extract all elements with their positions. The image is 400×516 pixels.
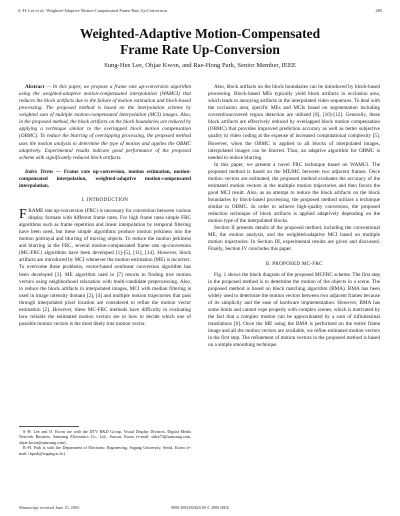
running-head <box>18 7 382 15</box>
index-terms-label: Index Terms <box>25 168 54 175</box>
left-column <box>19 84 191 328</box>
abstract-text: — In this paper, we propose a frame rate up-conversion algorithm using the weighted-adaptive motion-compensated interpolation (WAMCI) that reduces the block artifacts due to the failure of motion estimation and block-based processing. The proposed method is based on the interpolation scheme by weighted sum of multiple motion-compensated interpolation (MCI) images. Also, in the proposed method, the block artifacts on the block boundaries are reduced by applying a technique similar to the overlapped block motion compensation (OBMC). To reduce the blurring of overlapping processing, the proposed method uses the motion analysis to determine the type of motion and applies the OBMC adaptively. Experimental results indicate good performance of the proposed scheme with significantly reduced block artifacts. <box>19 84 192 161</box>
footnote-1: S.-H. Lee and O. Kwon are with the DTV R&D Group, Visual Display Division, Digital Media Network Business, Samsung Electronics Co., Ltd., Suwon, Korea (e-mail: shlee74@samsung.com, ohjae.kwon@samsung.com). <box>19 429 191 445</box>
footnote-rule <box>19 426 79 427</box>
page-number: 485 <box>375 8 382 13</box>
abstract <box>19 84 191 162</box>
footnotes <box>19 429 191 456</box>
body-paragraph-4: Fig. 1 shows the block diagram of the proposed MCFRC scheme. The first step in the proposed method is to determine the motion of the objects in a scene. The proposed method is based on block matching algorithm (BMA). BMA has been widely used to determine the motion vectors between two adjacent frames because of its simplicity and the ease of hardware implementation. However, BMA has some limits and cannot cope properly with complex scenes, which is motivated by the fact that a complex motion can be approximated by a sum of infinitesimal translations [6]. Once the ME using the BMA is performed on the entire frame image and all the motion vectors are available, we refine estimated motion vectors in the first step. The refinement of motion vectors in the proposed method is based on a simple smoothing technique <box>208 271 380 349</box>
body-paragraph-2: In this paper, we present a novel FRC technique based on WAMCI. The proposed method is based on the ME/MC between two adjacent frames. Once motion vectors are estimated, the proposed method evaluates the accuracy of the estimated motion vectors in the multiple motion trajectories and then favors the good MCI result. Also, as an attempt to reduce the block artifacts on the block boundaries by block-based processing, the proposed method utilizes a technique similar to OBMC. In order to achieve high-quality conversion, the proposed reduction technique of block artifacts is applied adaptively depending on the motion type of the interpolated blocks. <box>208 161 380 225</box>
abstract-label: Abstract <box>25 84 45 90</box>
index-terms <box>19 169 191 190</box>
section-heading-proposed: II. PROPOSED MC-FRC <box>265 260 323 267</box>
footnote-2: R.-H. Park is with the Department of Electronic Engineering, Sogang University, Seoul, Korea (e-mail: rhpark@sogang.ac.kr). <box>19 445 191 456</box>
right-column <box>208 84 380 349</box>
intro-paragraph <box>19 208 191 328</box>
paper-title <box>20 26 380 57</box>
manuscript-received: Manuscript received June 15, 2005 <box>19 505 80 510</box>
issn-line: 0098 3063/06/$20.00 © 2006 IEEE <box>170 505 230 510</box>
title-line-2: Frame Rate Up-Conversion <box>120 41 280 57</box>
running-head-title: S.-H. Lee et al.: Weighted-Adaptive Motion-Compensated Frame Rate Up-Conversion <box>18 8 167 13</box>
section-heading-introduction: I. INTRODUCTION <box>81 196 129 203</box>
intro-paragraph-text: RAME rate up-conversion (FRC) is necessary for conversion between various display formats with different frame rates. For high frame rates simple FRC algorithms such as frame repetition and linear interpolation by temporal filtering have been used, but these simple algorithms produce motion jerkiness into the motion portrayal and blurring of moving objects. To reduce the motion jerkiness and blurring in the FRC, several motion-compensated frame rate up-conversion (MC-FRC) algorithms have been developed [1]-[5], [11], [14]. However, block artifacts are introduced by MCI whenever the motion estimation (ME) is incorrect. To overcome these problems, vector-based nonlinear conversion algorithm has been developed [3]. ME algorithm used in [7] resorts to finding true motion vectors using neighborhood relaxation with multi-candidate preprocessing. Also, to reduce the block artifacts in interpolated images, MCI with median filtering is used in image intensity domain [2], [4] and multiple motion trajectories that pass through interpolated pixel location are considered to refine the motion vector estimation [2]. However, these MC-FRC methods have difficulty in evaluating how reliable the estimated motion vectors are or how to decide which one of possible motion vectors is the most likely true motion vector. <box>19 207 191 327</box>
author-line: Sung-Hee Lee, Ohjae Kwon, and Rae-Hong Park, Senior Member, IEEE <box>104 62 296 69</box>
drop-cap: F <box>19 206 27 222</box>
body-paragraph-3: Section II presents details of the proposed method, including the conventional ME, the motion analysis, and the weighted-adaptive MCI based on multiple motion trajectories. In Section III, experimental results are given and discussed. Finally, Section IV concludes this paper. <box>208 225 380 253</box>
title-line-1: Weighted-Adaptive Motion-Compensated <box>79 26 321 41</box>
index-terms-text: — Frame rate up-conversion, motion estimation, motion-compensated interpolation, weighted-adaptive motion-compensated interpolation. <box>19 168 191 189</box>
body-paragraph-1: Also, block artifacts on the block boundaries can be introduced by block-based processing. Block-based MEs typically yield block artifacts in occlusion area, which leads to annoying artifacts in the interpolated video sequences. To deal with the occlusion area, specific MEs and MCIs based on segmentation including covered/uncovered region detection are utilized [8], [10]-[12]. Generally, these block artifacts are effectively reduced by overlapped block motion compensation (OBMC) that provides improved prediction accuracy as well as better subjective quality in video coding at the expense of increased computational complexity [5]. However, when the OBMC is applied to all blocks of interpolated images, interpolated images can be blurred. Thus, an adaptive algorithm for OBMC is needed to reduce blurring. <box>208 84 380 161</box>
